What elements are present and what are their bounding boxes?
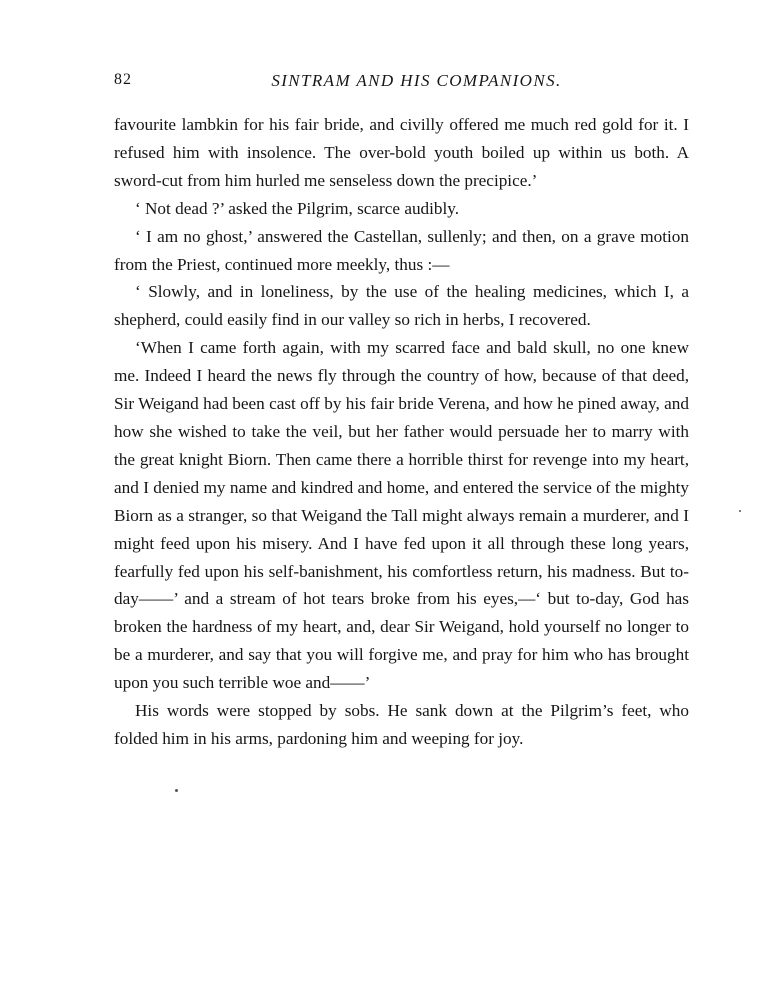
paper-speck [739, 510, 741, 512]
page-header [114, 71, 689, 97]
paragraph: ‘ I am no ghost,’ answered the Castellan, sullenly; and then, on a grave motion from the Priest, continued more meekly, thus :— [114, 226, 689, 274]
page-number: 82 [114, 71, 132, 88]
body-text [114, 111, 689, 753]
running-title: SINTRAM AND HIS COMPANIONS. [271, 71, 562, 90]
paragraph: favourite lambkin for his fair bride, and civilly offered me much red gold for it. I refused him with insolence. The over-bold youth boiled up within us both. A sword-cut from him hurled me senseless down the precipice.’ [114, 115, 689, 190]
paragraph: ‘ Not dead ?’ asked the Pilgrim, scarce audibly. [135, 198, 460, 218]
paragraph: His words were stopped by sobs. He sank down at the Pilgrim’s feet, who folded him in his arms, pardoning him and weeping for joy. [114, 701, 689, 748]
paper-speck [175, 789, 178, 792]
paragraph: ‘When I came forth again, with my scarred face and bald skull, no one knew me. Indeed I heard the news fly through the country of how, because of that deed, Sir Weigand had been cast off by his fair bride Verena, and how he pined away, and how she wished to take the veil, but her father would persuade her to marry with the great knight Biorn. Then came there a horrible thirst for revenge into my heart, and I denied my name and kindred and home, and entered the service of the mighty Biorn as a stranger, so that Weigand the Tall might always remain a murderer, and I might feed upon his misery. And I have fed upon it all through these long years, fearfully fed upon his self-banishment, his comfortless return, his madness. But to-day——’ and a stream of hot tears broke from his eyes,—‘ but to-day, God has broken the hardness of my heart, and, dear Sir Weigand, hold yourself no longer to be a murderer, and say that you will forgive me, and pray for him who has brought upon you such terrible woe and——’ [114, 338, 689, 693]
paragraph: ‘ Slowly, and in loneliness, by the use of the healing medicines, which I, a shepherd, could easily find in our valley so rich in herbs, I recovered. [114, 282, 689, 330]
